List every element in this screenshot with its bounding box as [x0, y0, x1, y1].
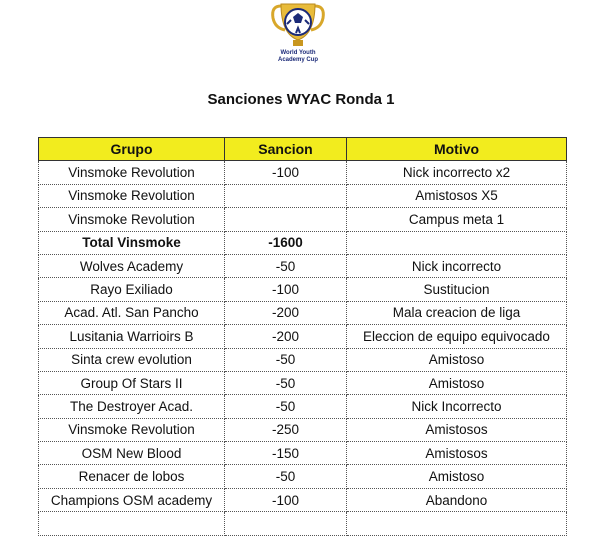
cell-sancion: -50: [225, 371, 347, 394]
logo-text: [255, 50, 341, 64]
cell-motivo: Abandono: [347, 488, 567, 511]
cell-sancion: [225, 208, 347, 231]
header-grupo: Grupo: [39, 138, 225, 161]
sanctions-table: [38, 137, 567, 536]
page-title: Sanciones WYAC Ronda 1: [207, 91, 395, 108]
table-row: [39, 418, 567, 441]
cell-motivo: Nick Incorrecto: [347, 395, 567, 418]
cell-motivo: Amistoso: [347, 348, 567, 371]
table-row: [39, 184, 567, 207]
cell-grupo: Rayo Exiliado: [39, 278, 225, 301]
table-row: [39, 208, 567, 231]
cell-grupo: Acad. Atl. San Pancho: [39, 301, 225, 324]
cell-grupo: Renacer de lobos: [39, 465, 225, 488]
cell-grupo: Vinsmoke Revolution: [39, 418, 225, 441]
cell-grupo: Total Vinsmoke: [39, 231, 225, 254]
cell-motivo: [347, 512, 567, 535]
cell-grupo: Vinsmoke Revolution: [39, 184, 225, 207]
table-row: [39, 231, 567, 254]
cell-sancion: -250: [225, 418, 347, 441]
cell-motivo: Nick incorrecto: [347, 254, 567, 277]
cell-grupo: Vinsmoke Revolution: [39, 161, 225, 184]
table-row: [39, 442, 567, 465]
cell-motivo: Amistosos: [347, 442, 567, 465]
cell-sancion: -50: [225, 395, 347, 418]
cell-sancion: -150: [225, 442, 347, 465]
table-row: [39, 301, 567, 324]
header-sancion: Sancion: [225, 138, 347, 161]
cell-grupo: Sinta crew evolution: [39, 348, 225, 371]
logo-text-line1: World Youth: [280, 50, 316, 56]
cell-grupo: Vinsmoke Revolution: [39, 208, 225, 231]
table-row: [39, 371, 567, 394]
cell-sancion: -100: [225, 278, 347, 301]
cell-grupo: Group Of Stars II: [39, 371, 225, 394]
cell-sancion: -100: [225, 488, 347, 511]
table-row: [39, 512, 567, 535]
cell-motivo: Nick incorrecto x2: [347, 161, 567, 184]
cell-motivo: Eleccion de equipo equivocado: [347, 325, 567, 348]
cell-sancion: -50: [225, 254, 347, 277]
cell-sancion: [225, 512, 347, 535]
table-row: [39, 254, 567, 277]
cell-sancion: -200: [225, 301, 347, 324]
cell-motivo: Amistosos: [347, 418, 567, 441]
table-row: [39, 488, 567, 511]
header-motivo: Motivo: [347, 138, 567, 161]
cell-motivo: Amistosos X5: [347, 184, 567, 207]
logo-text-line2: Academy Cup: [277, 57, 318, 63]
table-row: [39, 348, 567, 371]
cell-motivo: Sustitucion: [347, 278, 567, 301]
table-row: [39, 325, 567, 348]
cell-grupo: The Destroyer Acad.: [39, 395, 225, 418]
cell-motivo: Amistoso: [347, 371, 567, 394]
cell-sancion: -1600: [225, 231, 347, 254]
cell-motivo: Amistoso: [347, 465, 567, 488]
cell-grupo: OSM New Blood: [39, 442, 225, 465]
table-row: [39, 278, 567, 301]
cell-sancion: -50: [225, 348, 347, 371]
table-row: [39, 465, 567, 488]
cell-grupo: [39, 512, 225, 535]
cell-sancion: -100: [225, 161, 347, 184]
cell-sancion: -50: [225, 465, 347, 488]
table-header-row: [39, 138, 567, 161]
table-row: [39, 395, 567, 418]
cell-grupo: Champions OSM academy: [39, 488, 225, 511]
cell-sancion: [225, 184, 347, 207]
cell-motivo: [347, 231, 567, 254]
cell-motivo: Mala creacion de liga: [347, 301, 567, 324]
cell-sancion: -200: [225, 325, 347, 348]
cell-grupo: Wolves Academy: [39, 254, 225, 277]
cell-grupo: Lusitania Warrioirs B: [39, 325, 225, 348]
table-row: [39, 161, 567, 184]
cell-motivo: Campus meta 1: [347, 208, 567, 231]
